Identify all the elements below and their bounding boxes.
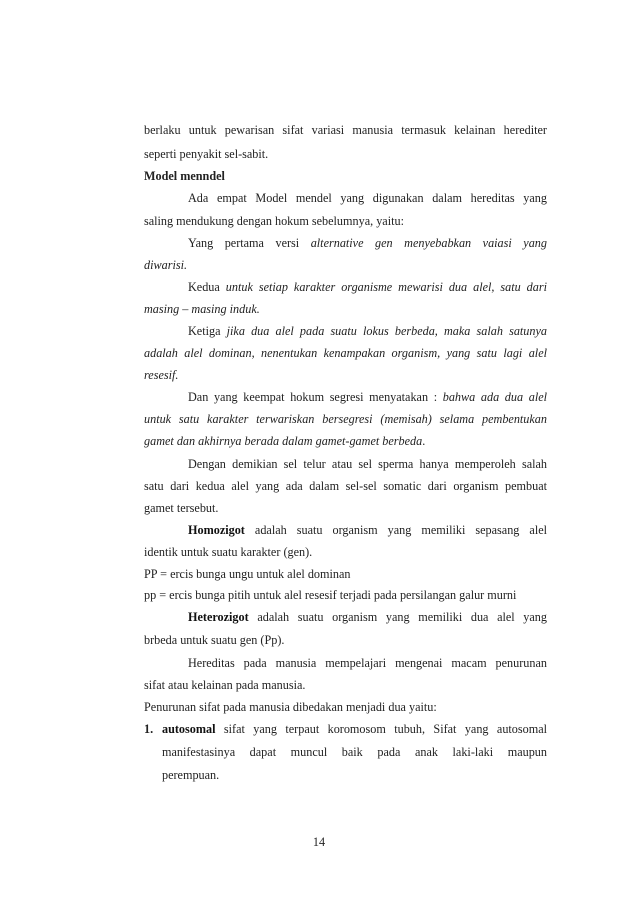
text-line <box>144 411 547 427</box>
text-line <box>144 257 547 273</box>
text-italic: gamet dan akhirnya berada dalam gamet-gamet berbeda <box>144 434 423 448</box>
text-normal: adalah suatu organism yang memiliki dua alel yang <box>257 610 547 624</box>
text-line: brbeda untuk suatu gen (Pp). <box>144 633 285 647</box>
text-line: Ada empat Model mendel yang digunakan dalam hereditas yang <box>188 191 547 205</box>
text-line: pp = ercis bunga pitih untuk alel resesif terjadi pada persilangan galur murni <box>144 588 517 602</box>
text-italic: untuk setiap karakter organisme mewarisi dua alel, satu dari <box>225 280 547 294</box>
text-line <box>144 367 547 383</box>
text-line <box>188 609 547 625</box>
text-line <box>188 389 547 405</box>
term-bold: autosomal <box>162 722 216 736</box>
text-line: berlaku untuk pewarisan sifat variasi manusia termasuk kelainan herediter <box>144 123 547 137</box>
text-italic: bahwa ada dua alel <box>442 390 547 404</box>
text-line: Penurunan sifat pada manusia dibedakan menjadi dua yaitu: <box>144 700 437 714</box>
text-italic: untuk satu karakter terwariskan bersegresi (memisah) selama pembentukan <box>144 412 547 426</box>
text-line <box>144 433 547 449</box>
text-italic: masing – masing induk. <box>144 302 260 316</box>
text-line: PP = ercis bunga ungu untuk alel dominan <box>144 567 351 581</box>
text-line: seperti penyakit sel-sabit. <box>144 147 269 161</box>
text-normal: Yang pertama versi <box>188 236 300 250</box>
text-line: saling mendukung dengan hokum sebelumnya, yaitu: <box>144 214 404 228</box>
section-heading: Model menndel <box>144 169 225 183</box>
text-line <box>188 323 547 339</box>
text-italic: alternative gen menyebabkan vaiasi yang <box>310 236 547 250</box>
text-normal: . <box>422 434 426 448</box>
text-line <box>188 279 547 295</box>
text-line: gamet tersebut. <box>144 501 219 515</box>
text-line <box>188 235 547 251</box>
text-normal: adalah suatu organism yang memiliki sepasang alel <box>254 523 548 537</box>
page-number: 14 <box>312 835 326 849</box>
term-bold: Heterozigot <box>188 610 249 624</box>
list-item-line <box>162 721 547 737</box>
text-italic: diwarisi. <box>144 258 188 272</box>
text-normal: Ketiga <box>188 324 221 338</box>
text-line: satu dari kedua alel yang ada dalam sel-sel somatic dari organism pembuat <box>144 479 547 493</box>
text-italic: resesif. <box>144 368 179 382</box>
list-item-line: perempuan. <box>162 768 220 782</box>
text-line <box>188 522 547 538</box>
list-item-line: manifestasinya dapat muncul baik pada anak laki-laki maupun <box>162 745 547 759</box>
text-line: identik untuk suatu karakter (gen). <box>144 545 313 559</box>
text-line: Hereditas pada manusia mempelajari mengenai macam penurunan <box>188 656 547 670</box>
text-normal: Dan yang keempat hokum segresi menyatakan : <box>188 390 438 404</box>
text-italic: jika dua alel pada suatu lokus berbeda, maka salah satunya <box>226 324 547 338</box>
text-line <box>144 301 547 317</box>
text-italic: adalah alel dominan, nenentukan kenampakan organism, yang satu lagi alel <box>144 346 547 360</box>
text-line: sifat atau kelainan pada manusia. <box>144 678 306 692</box>
text-normal: Kedua <box>188 280 220 294</box>
text-line <box>144 345 547 361</box>
text-normal: sifat yang terpaut koromosom tubuh, Sifat yang autosomal <box>223 722 548 736</box>
term-bold: Homozigot <box>188 523 245 537</box>
list-number: 1. <box>144 722 154 736</box>
text-line: Dengan demikian sel telur atau sel sperma hanya memperoleh salah <box>188 457 547 471</box>
